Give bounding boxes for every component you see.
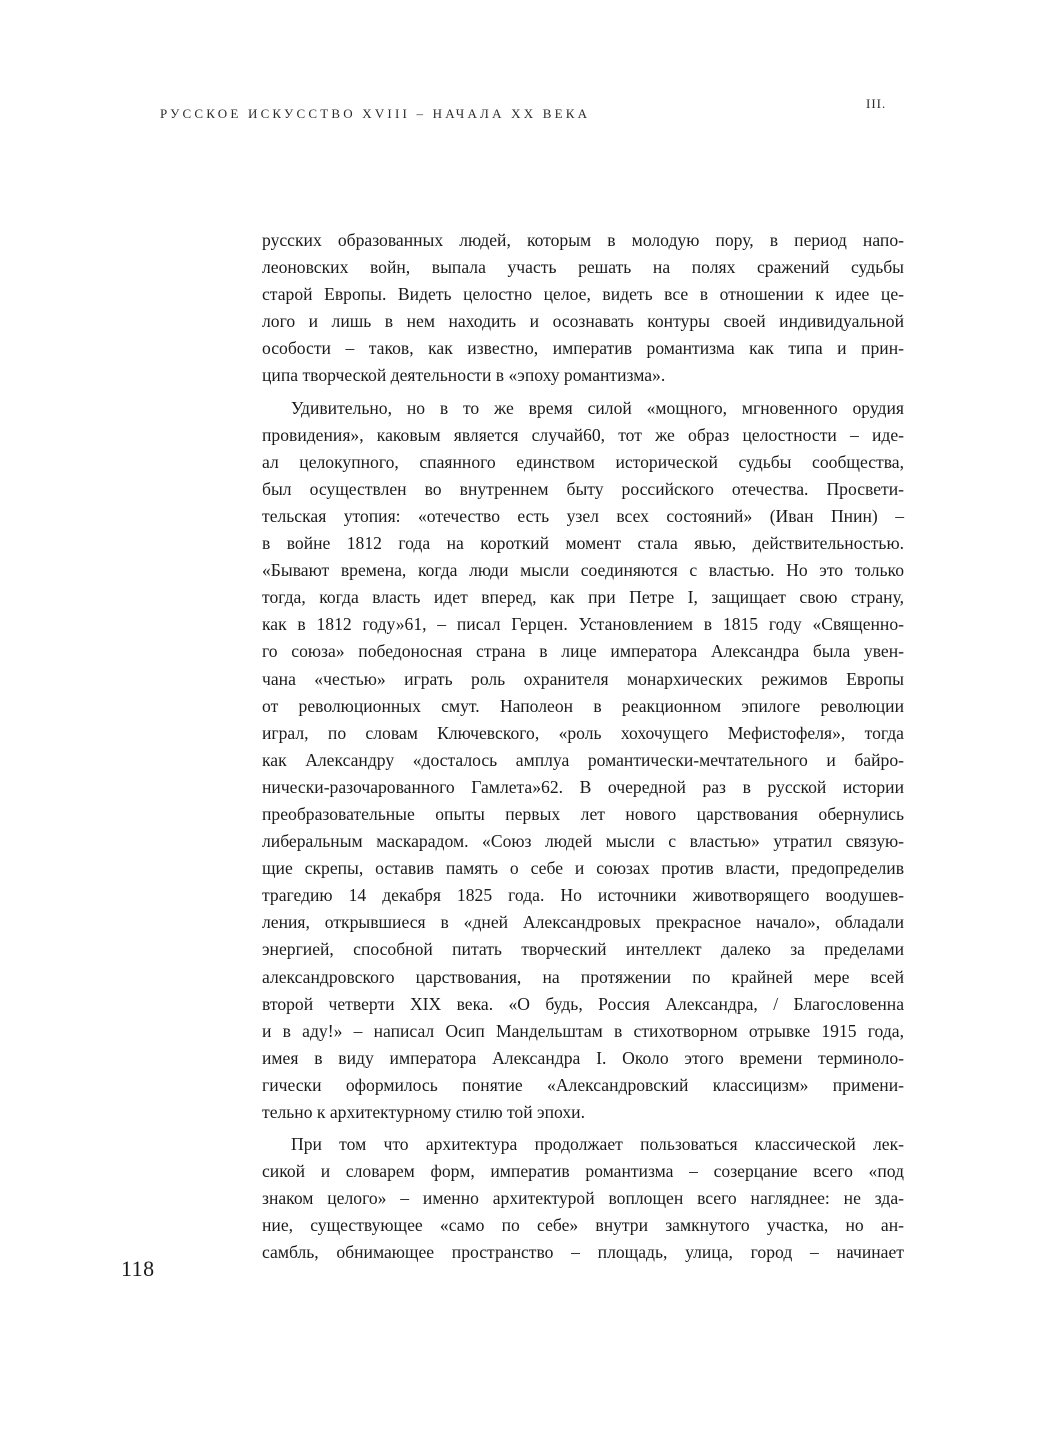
text-line: нически-разочарованного Гамлета»62. В очередной раз в русской истории	[262, 776, 904, 797]
text-line: го союза» победоносная страна в лице императора Александра была увен-	[262, 641, 904, 662]
text-line: леоновских войн, выпала участь решать на полях сражений судьбы	[262, 257, 904, 278]
text-line: был осуществлен во внутреннем быту российского отечества. Просвети-	[262, 478, 904, 499]
text-line: лого и лишь в нем находить и осознавать контуры своей индивидуальной	[262, 311, 904, 332]
text-line: сикой и словарем форм, императив романтизма – созерцание всего «под	[262, 1161, 904, 1182]
text-line: ципа творческой деятельности в «эпоху романтизма».	[262, 365, 666, 386]
text-line: тельно к архитектурному стилю той эпохи.	[262, 1102, 585, 1122]
text-line: как в 1812 году»61, – писал Герцен. Установлением в 1815 году «Священно-	[262, 614, 904, 635]
text-line: гически оформилось понятие «Александровский классицизм» примени-	[262, 1074, 904, 1095]
text-line: трагедию 14 декабря 1825 года. Но источники животворящего воодушев-	[262, 885, 904, 906]
text-line: старой Европы. Видеть целостно целое, видеть все в отношении к идее це-	[262, 284, 904, 305]
text-line: от революционных смут. Наполеон в реакционном эпилоге революции	[262, 695, 904, 716]
text-line: ал целокупного, спаянного единством исторической судьбы сообщества,	[262, 451, 904, 472]
paragraph-3	[262, 1131, 904, 1266]
text-line: играл, по словам Ключевского, «роль хохочущего Мефистофеля», тогда	[262, 722, 904, 743]
text-line: в войне 1812 года на короткий момент стала явью, действительностью.	[262, 533, 904, 554]
body-text	[262, 227, 904, 1267]
text-line: щие скрепы, оставив память о себе и союзах против власти, предопределив	[262, 858, 904, 879]
text-line: либеральным маскарадом. «Союз людей мысли с властью» утратил связую-	[262, 831, 904, 852]
text-line: знаком целого» – именно архитектурой воплощен всего нагляднее: не зда-	[262, 1188, 904, 1209]
text-line: чана «честью» играть роль охранителя монархических режимов Европы	[262, 668, 904, 689]
text-line: провидения», каковым является случай60, тот же образ целостности – иде-	[262, 424, 904, 445]
text-line: и в аду!» – написал Осип Мандельштам в стихотворном отрывке 1915 года,	[262, 1020, 904, 1041]
text-line: энергией, способной питать творческий интеллект далеко за пределами	[262, 939, 904, 960]
page-number: 118	[121, 1256, 155, 1281]
header-note: III.	[866, 96, 887, 111]
text-line: имея в виду императора Александра I. Около этого времени терминоло-	[262, 1047, 904, 1068]
text-line: преобразовательные опыты первых лет нового царствования обернулись	[262, 803, 904, 824]
text-line: тогда, когда власть идет вперед, как при Петре I, защищает свою страну,	[262, 587, 904, 608]
text-line: тельская утопия: «отечество есть узел всех состояний» (Иван Пнин) –	[262, 505, 904, 526]
text-line: При том что архитектура продолжает пользоваться классической лек-	[291, 1134, 904, 1155]
text-line: второй четверти XIX века. «О будь, Россия Александра, / Благословенна	[262, 993, 904, 1014]
text-line: как Александру «досталось амплуа романтически-мечтательного и байро-	[262, 749, 904, 770]
paragraph-1	[262, 227, 904, 390]
text-line: ления, открывшиеся в «дней Александровых прекрасное начало», обладали	[262, 912, 904, 933]
paragraph-2	[262, 395, 904, 1127]
text-line: александровского царствования, на протяжении по крайней мере всей	[262, 966, 904, 987]
running-head: РУССКОЕ ИСКУССТВО XVIII – НАЧАЛА XX ВЕКА	[160, 106, 591, 121]
text-line: особости – таков, как известно, императив романтизма как типа и прин-	[262, 338, 904, 359]
text-line: «Бывают времена, когда люди мысли соединяются с властью. Но это только	[262, 560, 904, 581]
text-line: Удивительно, но в то же время силой «мощного, мгновенного орудия	[291, 397, 904, 418]
text-line: русских образованных людей, которым в молодую пору, в период напо-	[262, 230, 904, 250]
text-line: ние, существующее «само по себе» внутри замкнутого участка, но ан-	[262, 1215, 904, 1236]
text-line: самбль, обнимающее пространство – площадь, улица, город – начинает	[262, 1242, 904, 1263]
